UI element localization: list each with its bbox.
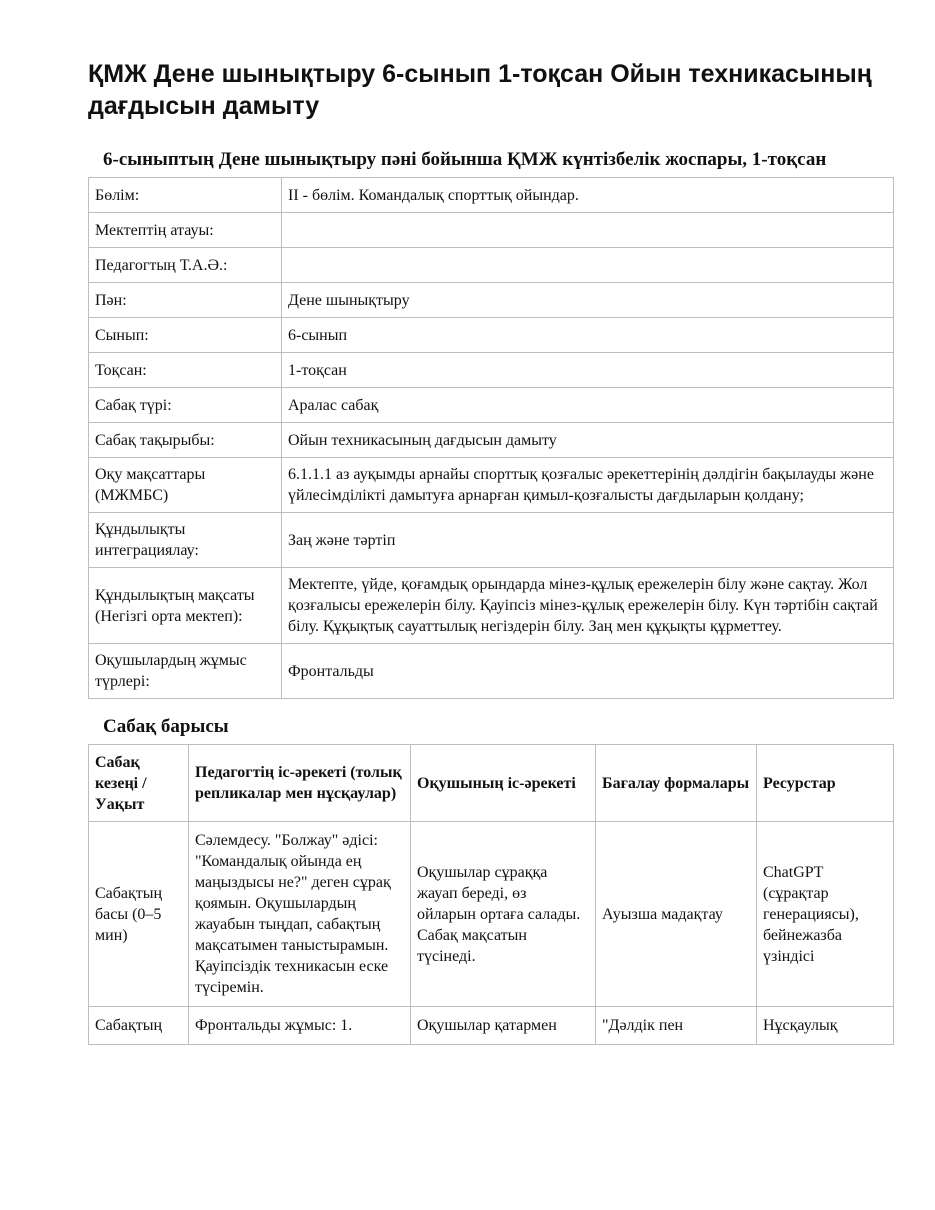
- info-label: Сынып:: [89, 318, 282, 353]
- info-value: [282, 213, 894, 248]
- table-cell: "Дәлдік пен: [596, 1007, 757, 1045]
- lesson-table-body: [89, 822, 894, 1045]
- info-label: Сабақ тақырыбы:: [89, 423, 282, 458]
- info-value: Мектепте, үйде, қоғамдық орындарда мінез-құлық ережелерін білу және сақтау. Жол қозғалысы ережелерін білу. Қауіпсіз мінез-құлық ережелерін білу. Күн тәртібін сақтай білу. Құқықтық сауаттылық негіздерін білу. Заң мен құқықты құрметтеу.: [282, 568, 894, 644]
- column-header: Бағалау формалары: [596, 745, 757, 822]
- info-value: Заң және тәртіп: [282, 513, 894, 568]
- info-label: Тоқсан:: [89, 353, 282, 388]
- lesson-progress-table: [88, 744, 894, 1045]
- info-row: [89, 513, 894, 568]
- info-value: [282, 248, 894, 283]
- lesson-progress-heading: Сабақ барысы: [103, 716, 229, 737]
- column-header: Оқушының іс-әрекеті: [411, 745, 596, 822]
- lesson-table-header-row: [89, 745, 894, 822]
- info-label: Педагогтың Т.А.Ә.:: [89, 248, 282, 283]
- info-row: [89, 644, 894, 699]
- info-row: [89, 388, 894, 423]
- table-cell: Оқушылар сұраққа жауап береді, өз ойларын ортаға салады. Сабақ мақсатын түсінеді.: [411, 822, 596, 1007]
- table-cell: Ауызша мадақтау: [596, 822, 757, 1007]
- lesson-info-table-body: [89, 178, 894, 699]
- table-cell: Нұсқаулық: [757, 1007, 894, 1045]
- table-row: [89, 822, 894, 1007]
- info-row: [89, 318, 894, 353]
- info-row: [89, 353, 894, 388]
- info-value: Аралас сабақ: [282, 388, 894, 423]
- table-row: [89, 1007, 894, 1045]
- document-subtitle: 6-сыныптың Дене шынықтыру пәні бойынша ҚМЖ күнтізбелік жоспары, 1-тоқсан: [103, 149, 827, 170]
- info-label: Бөлім:: [89, 178, 282, 213]
- info-value: ІІ - бөлім. Командалық спорттық ойындар.: [282, 178, 894, 213]
- info-value: Ойын техникасының дағдысын дамыту: [282, 423, 894, 458]
- table-cell: Фронтальды жұмыс: 1.: [189, 1007, 411, 1045]
- info-label: Құндылықты интеграциялау:: [89, 513, 282, 568]
- column-header: Сабақ кезеңі / Уақыт: [89, 745, 189, 822]
- info-row: [89, 178, 894, 213]
- info-label: Оқу мақсаттары (МЖМБС): [89, 458, 282, 513]
- table-cell: ChatGPT (сұрақтар генерациясы), бейнежазба үзіндісі: [757, 822, 894, 1007]
- info-label: Құндылықтың мақсаты (Негізгі орта мектеп):: [89, 568, 282, 644]
- info-row: [89, 248, 894, 283]
- info-label: Оқушылардың жұмыс түрлері:: [89, 644, 282, 699]
- table-cell: Сабақтың басы (0–5 мин): [89, 822, 189, 1007]
- info-row: [89, 213, 894, 248]
- document-page: [88, 58, 893, 1045]
- info-row: [89, 568, 894, 644]
- info-value: Фронтальды: [282, 644, 894, 699]
- info-row: [89, 423, 894, 458]
- info-value: 1-тоқсан: [282, 353, 894, 388]
- info-row: [89, 283, 894, 318]
- column-header: Педагогтің іс-әрекеті (толық репликалар мен нұсқаулар): [189, 745, 411, 822]
- document-title: ҚМЖ Дене шынықтыру 6-сынып 1-тоқсан Ойын техникасының дағдысын дамыту: [88, 60, 872, 120]
- table-cell: Сәлемдесу. "Болжау" әдісі: "Командалық ойында ең маңыздысы не?" деген сұрақ қоямын. Оқушылардың жауабын тыңдап, сабақтың мақсатымен таныстырамын. Қауіпсіздік техникасын еске түсіремін.: [189, 822, 411, 1007]
- info-label: Мектептің атауы:: [89, 213, 282, 248]
- lesson-info-table: [88, 177, 894, 699]
- info-value: 6-сынып: [282, 318, 894, 353]
- info-label: Пән:: [89, 283, 282, 318]
- column-header: Ресурстар: [757, 745, 894, 822]
- table-cell: Оқушылар қатармен: [411, 1007, 596, 1045]
- info-value: Дене шынықтыру: [282, 283, 894, 318]
- info-label: Сабақ түрі:: [89, 388, 282, 423]
- table-cell: Сабақтың: [89, 1007, 189, 1045]
- info-row: [89, 458, 894, 513]
- info-value: 6.1.1.1 аз ауқымды арнайы спорттық қозғалыс әрекеттерінің дәлдігін бақылауды және үйлесімділікті дамытуға арнарған қимыл-қозғалысты дағдыларын қолдану;: [282, 458, 894, 513]
